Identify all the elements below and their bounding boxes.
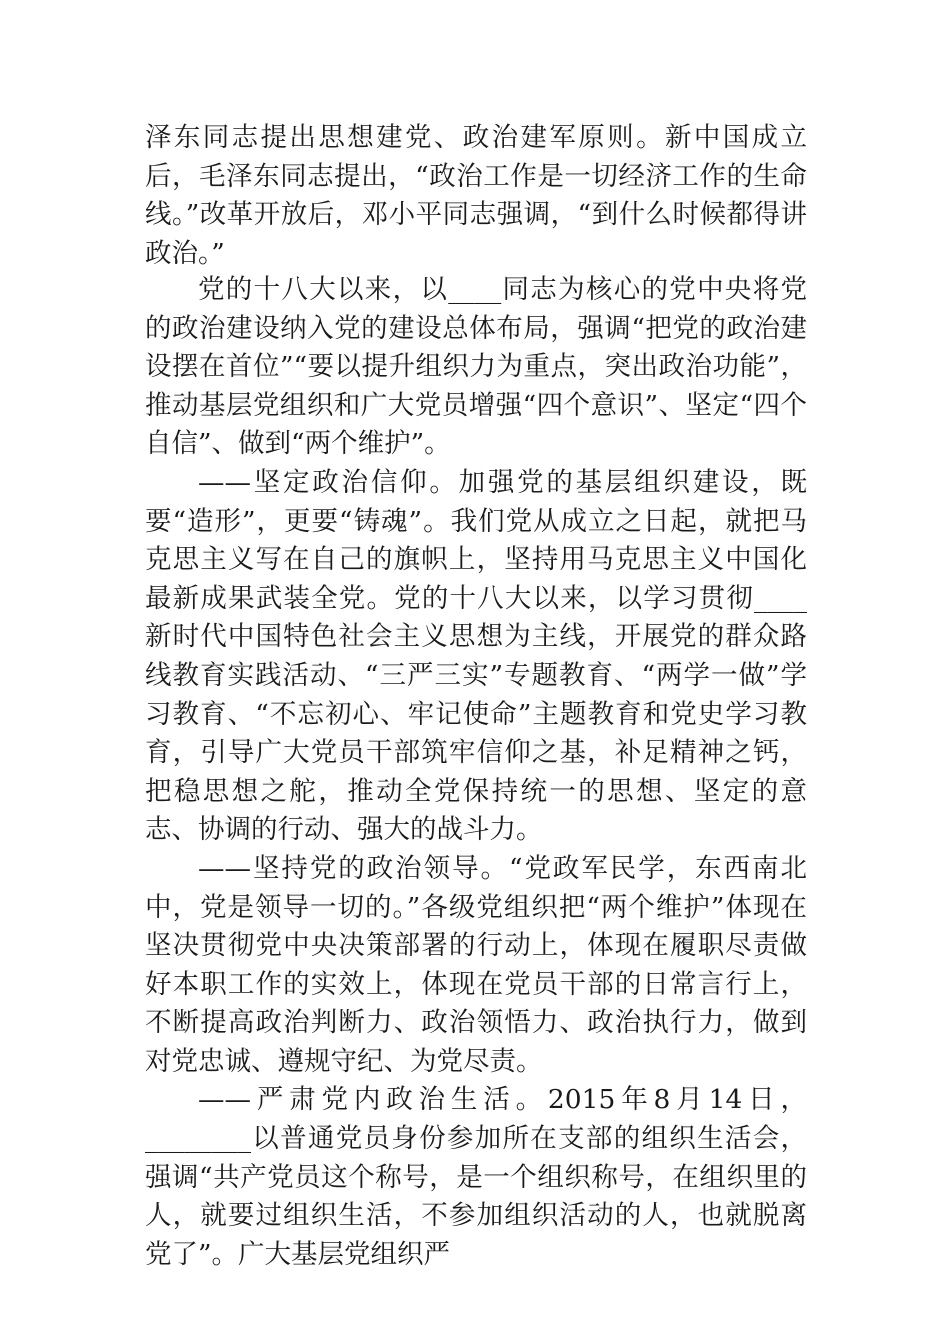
paragraph-party-building: 党的十八大以来，以____同志为核心的党中央将党的政治建设纳入党的建设总体布局，强调“把党的政治建设摆在首位”“要以提升组织力为重点，突出政治功能”，推动基层党组织和广大党员增强“四个意识”、坚定“四个自信”、做到“两个维护”。 [145, 274, 807, 460]
main-text-block [145, 271, 807, 1274]
paragraph-political-leadership: ——坚持党的政治领导。“党政军民学，东西南北中，党是领导一切的。”各级党组织把“两个维护”体现在坚决贯彻党中央决策部署的行动上，体现在履职尽责做好本职工作的实效上，体现在党员干部的日常言行上，不断提高政治判断力、政治领悟力、政治执行力，做到对党忠诚、遵规守纪、为党尽责。 [145, 852, 807, 1077]
paragraph-continuation: 泽东同志提出思想建党、政治建军原则。新中国成立后，毛泽东同志提出，“政治工作是一切经济工作的生命线。”改革开放后，邓小平同志强调，“到什么时候都得讲政治。” [145, 122, 807, 269]
paragraph-political-life: ——严肃党内政治生活。2015年8月14日，________以普通党员身份参加所在支部的组织生活会，强调“共产党员这个称号，是一个组织称号，在组织里的人，就要过组织生活，不参加组织活动的人，也就脱离党了”。广大基层党组织严 [145, 1084, 807, 1270]
paragraph-political-belief: ——坚定政治信仰。加强党的基层组织建设，既要“造形”，更要“铸魂”。我们党从成立之日起，就把马克思主义写在自己的旗帜上，坚持用马克思主义中国化最新成果武装全党。党的十八大以来，以学习贯彻____新时代中国特色社会主义思想为主线，开展党的群众路线教育实践活动、“三严三实”专题教育、“两学一做”学习教育、“不忘初心、牢记使命”主题教育和党史学习教育，引导广大党员干部筑牢信仰之基，补足精神之钙，把稳思想之舵，推动全党保持统一的思想、坚定的意志、协调的行动、强大的战斗力。 [145, 466, 807, 846]
continuation-block [145, 119, 807, 273]
